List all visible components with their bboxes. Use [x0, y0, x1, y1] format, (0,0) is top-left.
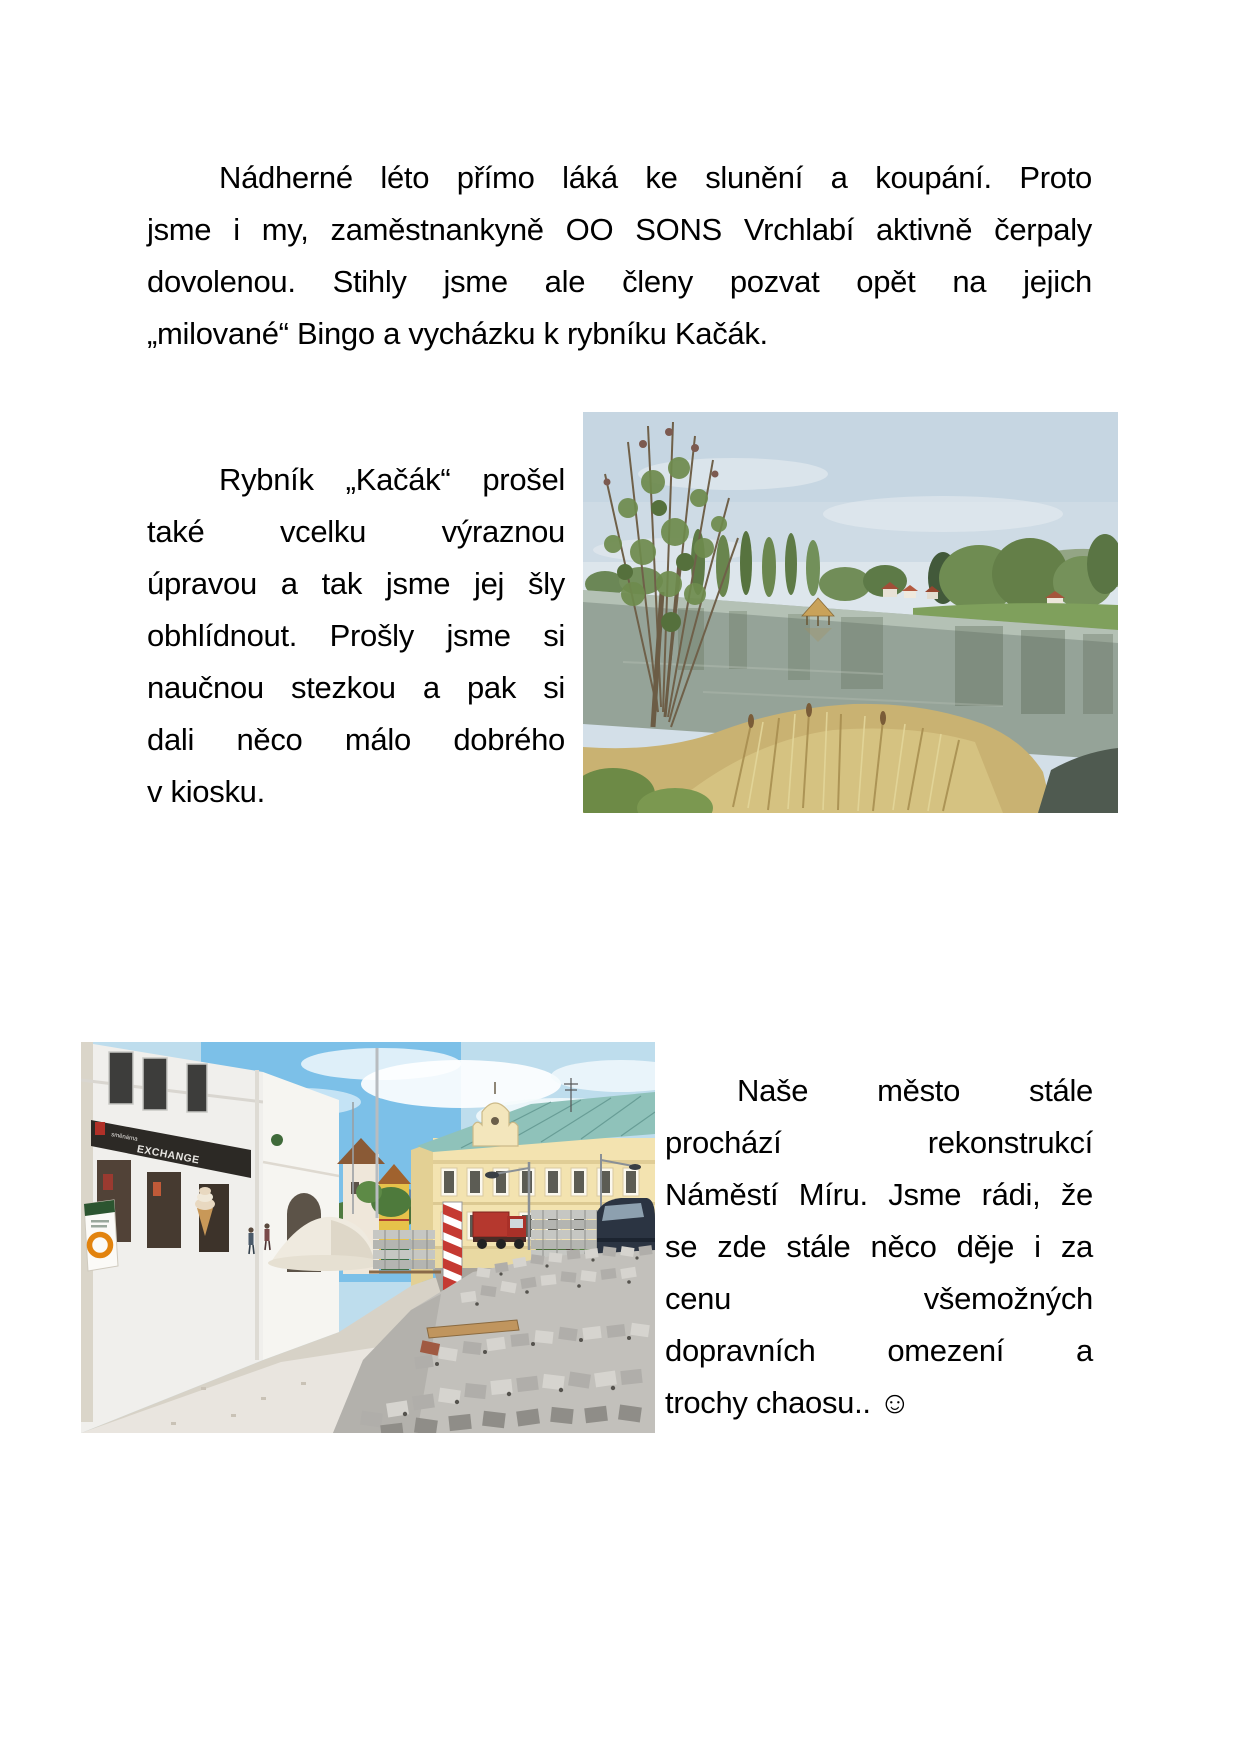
text-line: dopravních omezení a [665, 1333, 1093, 1368]
striped-barrier-sign [443, 1202, 462, 1290]
text-line: obhlídnout. Prošly jsme si [147, 618, 565, 653]
text-line: úpravou a tak jsme jej šly [147, 566, 565, 601]
paragraph-intro [147, 152, 1092, 360]
street-photo-illustration [81, 1042, 655, 1433]
text-line: také vcelku výraznou [147, 514, 565, 549]
paragraph-town [665, 1065, 1093, 1429]
text-line: Nádherné léto přímo láká ke slunění a koupání. Proto [219, 160, 1092, 195]
pond-photo [583, 412, 1118, 813]
text-line: prochází rekonstrukcí [665, 1125, 1093, 1160]
street-photo [81, 1042, 655, 1433]
text-line: Náměstí Míru. Jsme rádi, že [665, 1177, 1093, 1212]
text-line: v kiosku. [147, 774, 265, 809]
block-stack-left [369, 1230, 441, 1272]
exchange-label: EXCHANGE [135, 1143, 201, 1167]
text-line: cenu všemožných [665, 1281, 1093, 1316]
pond-photo-illustration [583, 412, 1118, 813]
text-line: jsme i my, zaměstnankyně OO SONS Vrchlabí aktivně čerpaly [147, 212, 1092, 247]
text-line: „milované“ Bingo a vycházku k rybníku Kačák. [147, 316, 768, 351]
smenarna-label: směnárna [110, 1132, 138, 1143]
text-line: dali něco málo dobrého [147, 722, 565, 757]
orange-o-board [84, 1200, 118, 1271]
text-line: Naše město stále [737, 1073, 1093, 1108]
text-line: Rybník „Kačák“ prošel [219, 462, 565, 497]
text-line: dovolenou. Stihly jsme ale členy pozvat opět na jejich [147, 264, 1092, 299]
red-truck [473, 1212, 526, 1249]
paragraph-pond [147, 454, 565, 818]
text-line: se zde stále něco děje i za [665, 1229, 1093, 1264]
text-line: trochy chaosu.. ☺ [665, 1385, 911, 1420]
text-line: naučnou stezkou a pak si [147, 670, 565, 705]
